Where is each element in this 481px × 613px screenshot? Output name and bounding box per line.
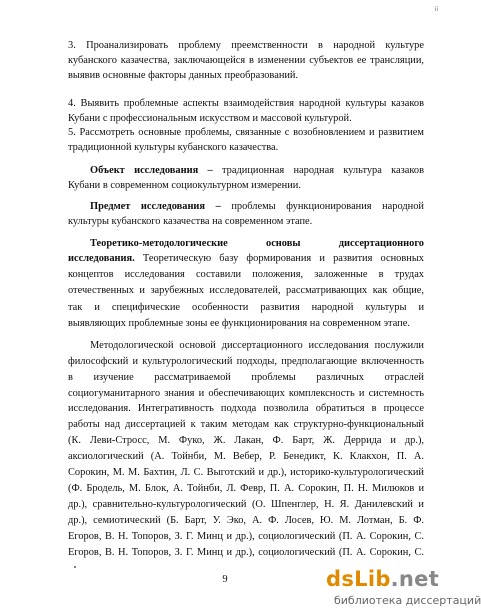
watermark-logo: dsLib.net: [326, 567, 440, 591]
text-line: исследования. Интегративность подхода позволила обратиться в процессе: [68, 403, 424, 414]
corner-mark: ii: [434, 6, 438, 13]
text-line: кубанского казачества, заключающейся в изменении субъектов ее трансляции,: [68, 55, 424, 66]
text-line: Сорокин, М. М. Бахтин, Л. С. Выготский и др.), историко-культурологический: [68, 467, 424, 478]
text-line: традиционной культуры кубанского казачества.: [68, 142, 279, 153]
text-line: отечественных и зарубежных исследователей, рассматривающих как общие,: [68, 285, 424, 296]
text-line: др.), сравнительно-культурологический (О. Шпенглер, Н. Я. Данилевский и: [68, 499, 424, 510]
text-line: (К. Леви-Стросс, М. Фуко, Ж. Лакан, Ф. Барт, Ж. Деррида и др.),: [68, 435, 424, 446]
subject-line: Предмет исследования – проблемы функционирования народной: [90, 201, 424, 212]
text-line: 5. Рассмотреть основные проблемы, связанные с возобновлением и развитием: [68, 127, 424, 138]
text-line: аксиологический (А. Тойнби, М. Вебер, Р. Бенедикт, К. Клакхон, П. А.: [68, 451, 424, 462]
text-line: выявляющих проблемные зоны ее функционирования на современном этапе.: [68, 318, 410, 329]
text-line: Кубани с профессиональным искусством и массовой культурой.: [68, 113, 352, 124]
text-line: 3. Проанализировать проблему преемственности в народной культуре: [68, 40, 424, 51]
object-line: Объект исследования – традиционная народная культура казаков: [90, 165, 424, 176]
text-line: Кубани в современном социокультурном измерении.: [68, 180, 301, 191]
text-line: культуры кубанского казачества на современном этапе.: [68, 216, 313, 227]
text-line: 4. Выявить проблемные аспекты взаимодействия народной культуры казаков: [68, 98, 424, 109]
text-line: (Ф. Бродель, М. Блок, А. Тойнби, Л. Февр, П. А. Сорокин, П. Н. Милюков и: [68, 483, 424, 494]
text-line: др.), семиотический (Б. Барт, У. Эко, А. Ф. Лосев, Ю. М. Лотман, Б. Ф.: [68, 515, 424, 526]
text-line: концептов исследования составили положения, заложенные в трудах: [68, 269, 424, 280]
text-line: Методологической основой диссертационного исследования послужили: [90, 340, 424, 351]
watermark[interactable]: [312, 567, 481, 613]
object-term: Объект исследования –: [90, 165, 213, 176]
methodology-line: исследования. Теоретическую базу формирования и развития основных: [68, 253, 424, 264]
watermark-tagline: библиотека диссертаций: [334, 594, 481, 607]
methodology-heading: Теоретико-методологические основы диссертационного: [90, 238, 424, 249]
text-line: так и специфические особенности развития народной культуры и: [68, 302, 424, 313]
text-line: Егоров, В. Н. Топоров, З. Г. Минц и др.), социологический (П. А. Сорокин, С.: [68, 531, 424, 542]
subject-term: Предмет исследования –: [90, 201, 221, 212]
methodology-heading-end: исследования.: [68, 253, 135, 264]
text-line: в изучение рассматриваемой проблемы различных отраслей: [68, 372, 424, 383]
text-line: работы над диссертацией к таким методам как структурно-функциональный: [68, 419, 424, 430]
text-line-cut: Егоров, В. Н. Топоров, З. Г. Минц и др.), социологический (П. А. Сорокин, С.: [68, 547, 424, 558]
text-line: философский и культурологический подходы, предполагающие включенность: [68, 356, 424, 367]
text-line: выявив основные факторы данных преобразований.: [68, 70, 299, 81]
text-line: социогуманитарного знания и обеспечивающих комплексность и системность: [68, 388, 424, 399]
page-number: 9: [222, 574, 228, 585]
speck-mark: [74, 566, 76, 568]
